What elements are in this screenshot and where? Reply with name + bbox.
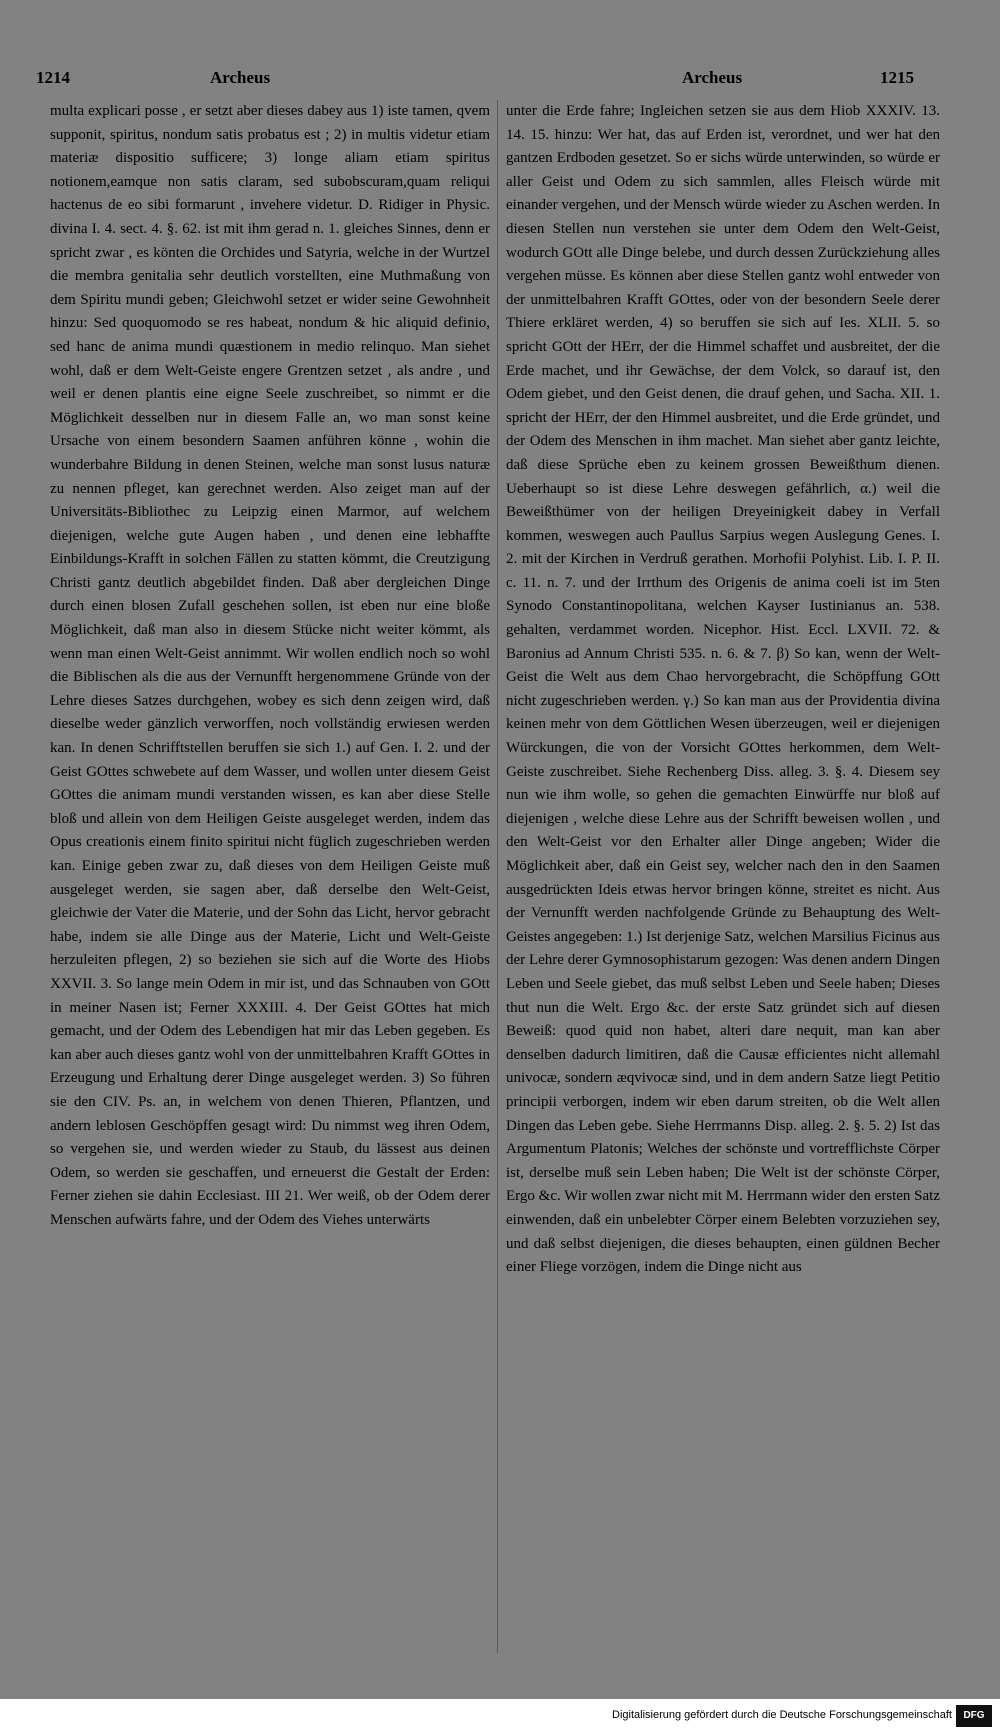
left-running-title: Archeus [210,68,271,87]
footer-bar [0,1699,1000,1733]
right-column-text: unter die Erde fahre; Ingleichen setzen sie aus dem Hiob XXXIV. 13. 14. 15. hinzu: Wer hat, das auf Erden ist, verordnet, und wer hat den gantzen Erdboden gesetzet. So er sichs würde unterwinden, so würde er aller Geist und Odem zu sich sammlen, alles Fleisch würde mit einander vergehen, und der Mensch würde wieder zu Aschen werden. In diesen Stellen nun verstehen sie unter dem Odem den Welt-Geist, wodurch GOtt alle Dinge belebe, und durch dessen Zurückziehung alles vergehen müsse. Es können aber diese Stellen gantz wohl entweder von der unmittelbahren Krafft GOttes, oder von der besondern Seele derer Thiere erkläret werden, 4) so beruffen sie sich auf Ies. XLII. 5. so spricht GOtt der HErr, der die Himmel schaffet und ausbreitet, der die Erde machet, und ihr Gewächse, der dem Volck, so darauf ist, den Odem giebet, und den Geist denen, die drauf gehen, und Sacha. XII. 1. spricht der HErr, der den Himmel ausbreitet, und die Erde gründet, und der Odem des Menschen in ihm machet. Man siehet aber gantz leichte, daß diese Sprüche eben zu keinem grossen Beweißthum dienen. Ueberhaupt so ist diese Lehre deswegen gefährlich, α.) weil die Beweißthümer von der heiligen Dreyeinigkeit dabey in Verfall kommen, weswegen auch Paullus Sarpius wegen Auslegung Genes. I. 2. mit der Kirchen in Verdruß gerathen. Morhofii Polyhist. Lib. I. P. II. c. 11. n. 7. und der Irrthum des Origenis de anima coeli ist im 5ten Synodo Constantinopolitana, welchen Kayser Iustinianus an. 538. gehalten, verdammet worden. Nicephor. Hist. Eccl. LXVII. 72. & Baronius ad Annum Christi 535. n. 6. & 7. β) So kan, wenn der Welt-Geist die Welt aus dem Chao hervorgebracht, die Schöpffung GOtt nicht zugeschrieben werden. γ.) So kan man aus der Providentia divina keinen mehr von dem Göttlichen Wesen überzeugen, weil er diejenigen Würckungen, die von der Vorsicht GOttes herkommen, dem Welt-Geiste zuschreibet. Siehe Rechenberg Diss. alleg. 3. §. 4. Diesem sey nun wie ihm wolle, so gehen die gemachten Einwürffe nur bloß auf diejenigen , welche diese Lehre aus der Schrifft beweisen wollen , und den Welt-Geist vor den Erhalter aller Dinge angeben; Wider die Möglichkeit aber, daß ein Geist sey, welcher nach den in den Saamen ausgedrückten Ideis etwas hervor bringen könne, streitet es nicht. Aus der Vernunfft werden nachfolgende Gründe zu Behauptung des Welt-Geistes angegeben: 1.) Ist derjenige Satz, welchen Marsilius Ficinus aus der Lehre derer Gymnosophistarum gezogen: Was denen andern Dingen Leben und Seele giebet, das muß selbst Leben und Seele haben; Dieses thut nun die Welt. Ergo &c. der erste Satz gründet sich auf diesen Beweiß: quod quid non habet, alteri dare nequit, man kan aber denselben dadurch limitiren, daß die Causæ efficientes nicht allemahl univocæ, sondern æqvivocæ sind, und in dem andern Satze liegt Petitio principii verborgen, indem wir eben darum streiten, ob die Welt allen Dingen das Leben gebe. Siehe Herrmanns Disp. alleg. 2. §. 5. 2) Ist das Argumentum Platonis; Welches der schönste und vortrefflichste Cörper ist, derselbe muß sein Leben haben; Die Welt ist der schönste Cörper, Ergo &c. Wir wollen zwar nicht mit M. Herrmann wider den ersten Satz einwenden, daß ein unbelebter Cörper einem Belebten vorzuziehen sey, und daß selbst diejenigen, die dieses behaupten, einen güldnen Becher einer Fliege vorzögen, indem die Dinge nicht aus [506,103,944,1276]
dfg-logo-icon: DFG [956,1705,992,1727]
left-text-column [50,100,494,1655]
right-page-number: 1215 [880,68,914,87]
left-page-number: 1214 [36,68,70,87]
footer-credit: Digitalisierung gefördert durch die Deutsche Forschungsgemeinschaft [612,1709,952,1721]
left-column-text: multa explicari posse , er setzt aber dieses dabey aus 1) iste tamen, qvem supponit, spiritus, nondum satis probatus est ; 2) in multis videtur etiam materiæ dispositio sufficere; 3) longe aliam etiam spiritus notionem,eamque non satis claram, sed subobscuram,quam reliqui hactenus de eo sibi formarunt , invehere videtur. D. Ridiger in Physic. divina I. 4. sect. 4. §. 62. ist mit ihm gerad n. 1. gleiches Sinnes, denn er spricht zwar , es könten die Orchides und Satyria, welche in der Wurtzel die membra genitalia sehr deutlich vorstellten, eine Muthmaßung von dem Spiritu mundi geben; Gleichwohl setzet er wider seine Gewohnheit hinzu: Sed quoquomodo se res habeat, nondum & hic aliquid definio, sed hanc de anima mundi quæstionem in medio relinquo. Man siehet wohl, daß er dem Welt-Geiste engere Grentzen setzet , als andre , und weil er denen plantis eine eigne Seele zuschreibet, so nimmt er die Möglichkeit desselben nur in diesem Falle an, wo man sonst keine Ursache von einem besondern Saamen anführen könne , wohin die wunderbahre Bildung in denen Steinen, welche man sonst lusus naturæ zu nennen pfleget, kan gerechnet werden. Also zeiget man auf der Universitäts-Bibliothec zu Leipzig einen Marmor, auf welchem diejenigen, welche gute Augen haben , und denen eine lebhaffte Einbildungs-Krafft in solchen Fällen zu statten kömmt, die Creutzigung Christi gantz deutlich abgebildet finden. Daß aber dergleichen Dinge durch einen blosen Zufall geschehen sollen, ist eben nur eine bloße Möglichkeit, daß man also in diesem Stücke nicht weiter kömmt, als wenn man einen Welt-Geist annimmt. Wir wollen endlich noch so wohl die Biblischen als die aus der Vernunfft hergenommene Gründe von der Lehre dieses Satzes durchgehen, wobey es sich denn zeigen wird, daß dieselbe weder gänzlich verworffen, noch vollständig erwiesen werden kan. In denen Schrifftstellen beruffen sie sich 1.) auf Gen. I. 2. und der Geist GOttes schwebete auf dem Wasser, und wollen unter diesem Geist GOttes die animam mundi verstanden wissen, es kan aber diese Stelle bloß und allein von dem Heiligen Geiste ausgeleget werden, indem das Opus creationis einem finito spiritui nicht füglich zugeschrieben werden kan. Einige geben zwar zu, daß dieses von dem Heiligen Geiste muß ausgeleget werden, sie sagen aber, daß derselbe den Welt-Geist, gleichwie der Vater die Materie, und der Sohn das Licht, hervor gebracht habe, indem sie alle Dinge aus der Materie, Licht und Welt-Geiste herzuleiten pflegen, 2) so beziehen sie sich auf die Worte des Hiobs XXVII. 3. So lange mein Odem in mir ist, und das Schnauben von GOtt in meiner Nasen ist; Ferner XXXIII. 4. Der Geist GOttes hat mich gemacht, und der Odem des Lebendigen hat mir das Leben gegeben. Es kan aber auch dieses gantz wohl von der unmittelbahren Krafft GOttes in Erzeugung und Erhaltung derer Dinge ausgeleget werden. 3) So führen sie den CIV. Ps. an, in welchem von denen Thieren, Pflantzen, und andern leblosen Geschöpffen gesagt wird: Du nimmst weg ihren Odem, so vergehen sie, und werden wieder zu Staub, du lässest aus deinen Odem, so werden sie geschaffen, und erneuerst die Gestalt der Erden: Ferner ziehen sie dahin Ecclesiast. III 21. Wer weiß, ob der Odem derer Menschen aufwärts fahre, und der Odem des Viehes unterwärts [50,103,494,1228]
right-text-column [506,100,944,1655]
right-running-title: Archeus [682,68,743,87]
column-divider [497,100,498,1653]
